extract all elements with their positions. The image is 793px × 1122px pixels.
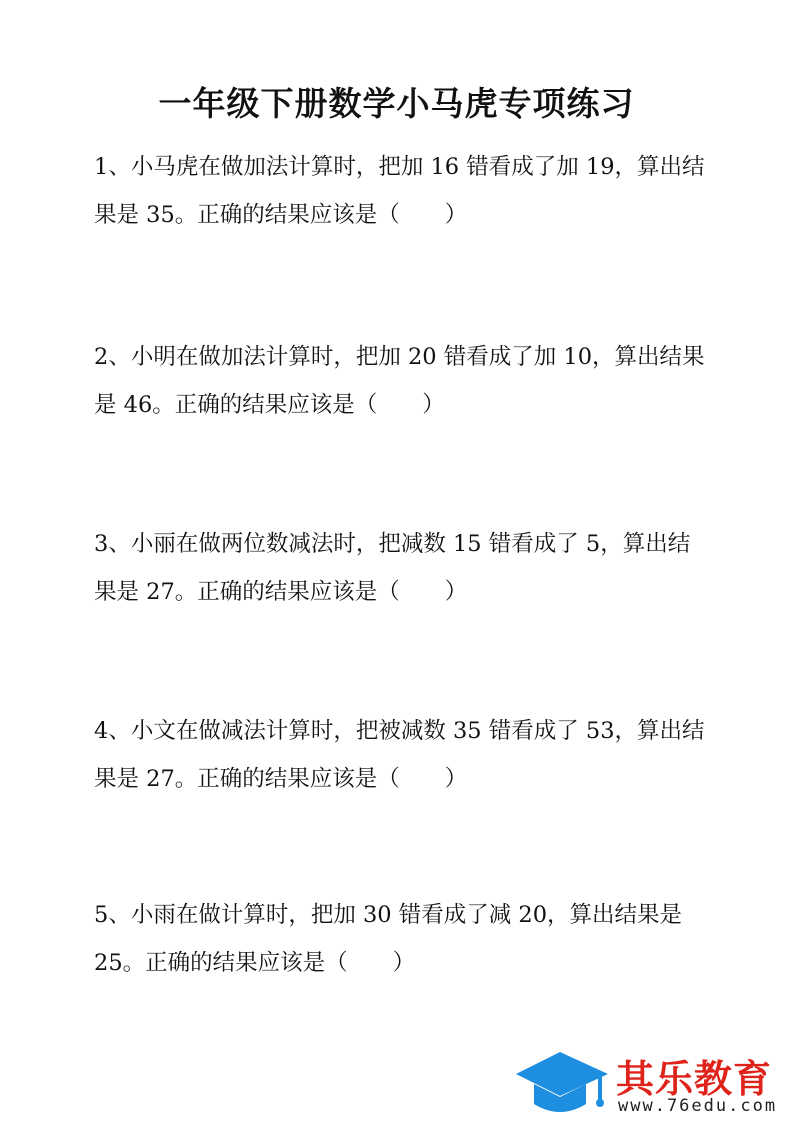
graduation-cap-icon: [512, 1046, 612, 1116]
logo-name: 其乐教育: [616, 1057, 773, 1101]
page-title: 一年级下册数学小马虎专项练习: [158, 84, 635, 123]
publisher-logo: [512, 1046, 787, 1116]
question-4-line-1: 4、小文在做减法计算时，把被减数 35 错看成了 53，算出结: [94, 718, 705, 744]
question-2-line-1: 2、小明在做加法计算时，把加 20 错看成了加 10，算出结果: [94, 344, 705, 370]
question-4-line-2: 果是 27。正确的结果应该是（ ）: [94, 766, 468, 792]
question-2-line-2: 是 46。正确的结果应该是（ ）: [94, 392, 445, 418]
question-1-line-1: 1、小马虎在做加法计算时，把加 16 错看成了加 19，算出结: [94, 154, 705, 180]
question-5-line-2: 25。正确的结果应该是（ ）: [94, 950, 416, 976]
question-3-line-2: 果是 27。正确的结果应该是（ ）: [94, 579, 468, 605]
logo-url: www.76edu.com: [618, 1096, 778, 1116]
question-1: [94, 143, 734, 239]
question-5-line-1: 5、小雨在做计算时，把加 30 错看成了减 20，算出结果是: [94, 902, 683, 928]
question-2: [94, 333, 734, 429]
question-5: [94, 891, 734, 987]
question-1-line-2: 果是 35。正确的结果应该是（ ）: [94, 202, 468, 228]
question-4: [94, 707, 734, 803]
question-3-line-1: 3、小丽在做两位数减法时，把减数 15 错看成了 5，算出结: [94, 531, 691, 557]
question-3: [94, 520, 734, 616]
